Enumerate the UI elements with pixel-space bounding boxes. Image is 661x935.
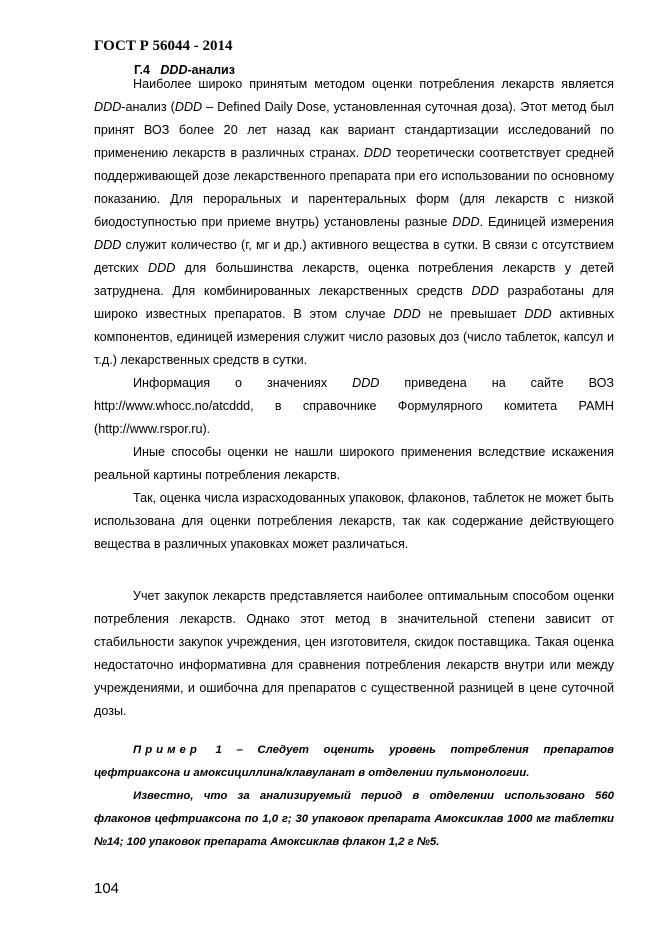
example-paragraph-1 [94,739,614,785]
paragraph-ddd-intro: Наиболее широко принятым методом оценки потребления лекарств является DDD-анализ (DDD – Defined Daily Dose, установленная суточная доза). Этот метод был принят ВОЗ более 20 лет назад как вариант стандартизации исследований по применению лекарств в различных странах. DDD теоретически соответствует средней поддерживающей дозе лекарственного препарата при его использовании по основному показанию. Для пероральных и парентеральных форм (для лекарств с низкой биодоступностью при приеме внутрь) установлены разные DDD. Единицей измерения DDD служит количество (г, мг и др.) активного вещества в сутки. В связи с отсутствием детских DDD для большинства лекарств, оценка потребления лекарств у детей затруднена. Для комбинированных лекарственных средств DDD разработаны для широко известных препаратов. В этом случае DDD не превышает DDD активных компонентов, единицей измерения служит число разовых доз (число таблеток, капсул и т.д.) лекарственных средств в сутки. [94,77,614,367]
section-title-abbrev: DDD [160,63,188,77]
section-number: Г.4 [134,63,150,77]
example-task: – Следует оценить уровень потребления препаратов цефтриаксона и амоксициллина/клавуланат в отделении пульмонологии. [94,744,615,779]
page-number: 104 [94,880,120,897]
document-header: ГОСТ Р 56044 - 2014 [94,38,233,54]
body-text-block-1 [94,73,614,556]
paragraph-ddd-info: Информация о значениях DDD приведена на сайте ВОЗ http://www.whocc.no/atcddd, в справочнике Формулярного комитета РАМН (http://www.rspor.ru). [94,376,614,436]
section-title-rest: -анализ [187,63,235,77]
body-text-block-2 [94,585,614,723]
example-paragraph-2: Известно, что за анализируемый период в отделении использовано 560 флаконов цефтриаксона по 1,0 г; 30 упаковок препарата Амоксиклав 1000 мг таблетки №14; 100 упаковок препарата Амоксиклав флакон 1,2 г №5. [94,790,614,848]
example-label: Пример [133,744,201,756]
example-block [94,739,614,854]
paragraph-packages: Так, оценка числа израсходованных упаковок, флаконов, таблеток не может быть использована для оценки потребления лекарств, так как содержание действующего вещества в различных упаковках может различаться. [94,491,614,551]
paragraph-purchases: Учет закупок лекарств представляется наиболее оптимальным способом оценки потребления лекарств. Однако этот метод в значительной степени зависит от стабильности закупок учреждения, цен изготовителя, скидок поставщика. Такая оценка недостаточно информативна для сравнения потребления лекарств внутри или между учреждениями, и ошибочна для препаратов с существенной разницей в цене суточной дозы. [94,589,614,718]
example-number: 1 [215,744,222,756]
paragraph-other-methods: Иные способы оценки не нашли широкого применения вследствие искажения реальной картины потребления лекарств. [94,445,614,482]
